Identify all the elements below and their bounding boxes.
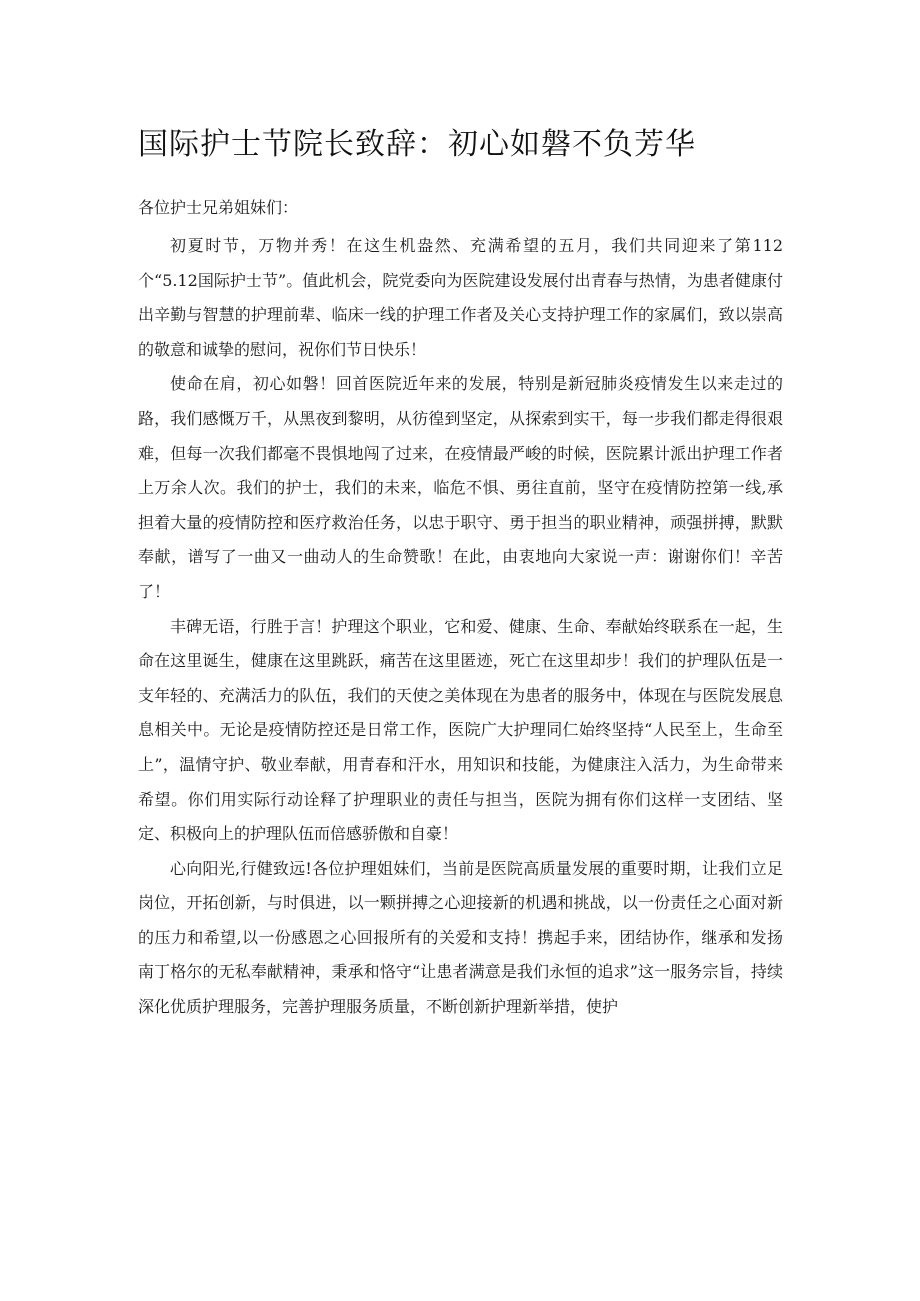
paragraph-1: 初夏时节，万物并秀！在这生机盎然、充满希望的五月，我们共同迎来了第112个“5.12国际护士节”。值此机会，院党委向为医院建设发展付出青春与热情，为患者健康付出辛勤与智慧的护理前辈、临床一线的护理工作者及关心支持护理工作的家属们，致以崇高的敬意和诚挚的慰问，祝你们节日快乐！ <box>138 236 783 359</box>
document-body <box>138 229 783 1025</box>
page-title: 国际护士节院长致辞：初心如磐不负芳华 <box>138 127 696 162</box>
paragraph-3: 丰碑无语，行胜于言！护理这个职业，它和爱、健康、生命、奉献始终联系在一起，生命在这里诞生，健康在这里跳跃，痛苦在这里匿迹，死亡在这里却步！我们的护理队伍是一支年轻的、充满活力的队伍，我们的天使之美体现在为患者的服务中，体现在与医院发展息息相关中。无论是疫情防控还是日常工作，医院广大护理同仁始终坚持“人民至上，生命至上”，温情守护、敬业奉献，用青春和汗水，用知识和技能，为健康注入活力，为生命带来希望。你们用实际行动诠释了护理职业的责任与担当，医院为拥有你们这样一支团结、坚定、积极向上的护理队伍而倍感骄傲和自豪！ <box>138 616 783 844</box>
paragraph-2: 使命在肩，初心如磐！回首医院近年来的发展，特别是新冠肺炎疫情发生以来走过的路，我们感慨万千，从黑夜到黎明，从彷徨到坚定，从探索到实干，每一步我们都走得很艰难，但每一次我们都毫不畏惧地闯了过来，在疫情最严峻的时候，医院累计派出护理工作者上万余人次。我们的护士，我们的未来，临危不惧、勇往直前，坚守在疫情防控第一线,承担着大量的疫情防控和医疗救治任务，以忠于职守、勇于担当的职业精神，顽强拼搏，默默奉献，谱写了一曲又一曲动人的生命赞歌！在此，由衷地向大家说一声：谢谢你们！辛苦了！ <box>138 374 783 601</box>
paragraph-4: 心向阳光,行健致远!各位护理姐妹们，当前是医院高质量发展的重要时期，让我们立足岗位，开拓创新，与时俱进，以一颗拼搏之心迎接新的机遇和挑战，以一份责任之心面对新的压力和希望,以一份感恩之心回报所有的关爱和支持！携起手来，团结协作，继承和发扬南丁格尔的无私奉献精神，秉承和恪守“让患者满意是我们永恒的追求”这一服务宗旨，持续深化优质护理服务，完善护理服务质量，不断创新护理新举措，使护 <box>138 858 783 1017</box>
salutation: 各位护士兄弟姐妹们： <box>138 198 299 217</box>
